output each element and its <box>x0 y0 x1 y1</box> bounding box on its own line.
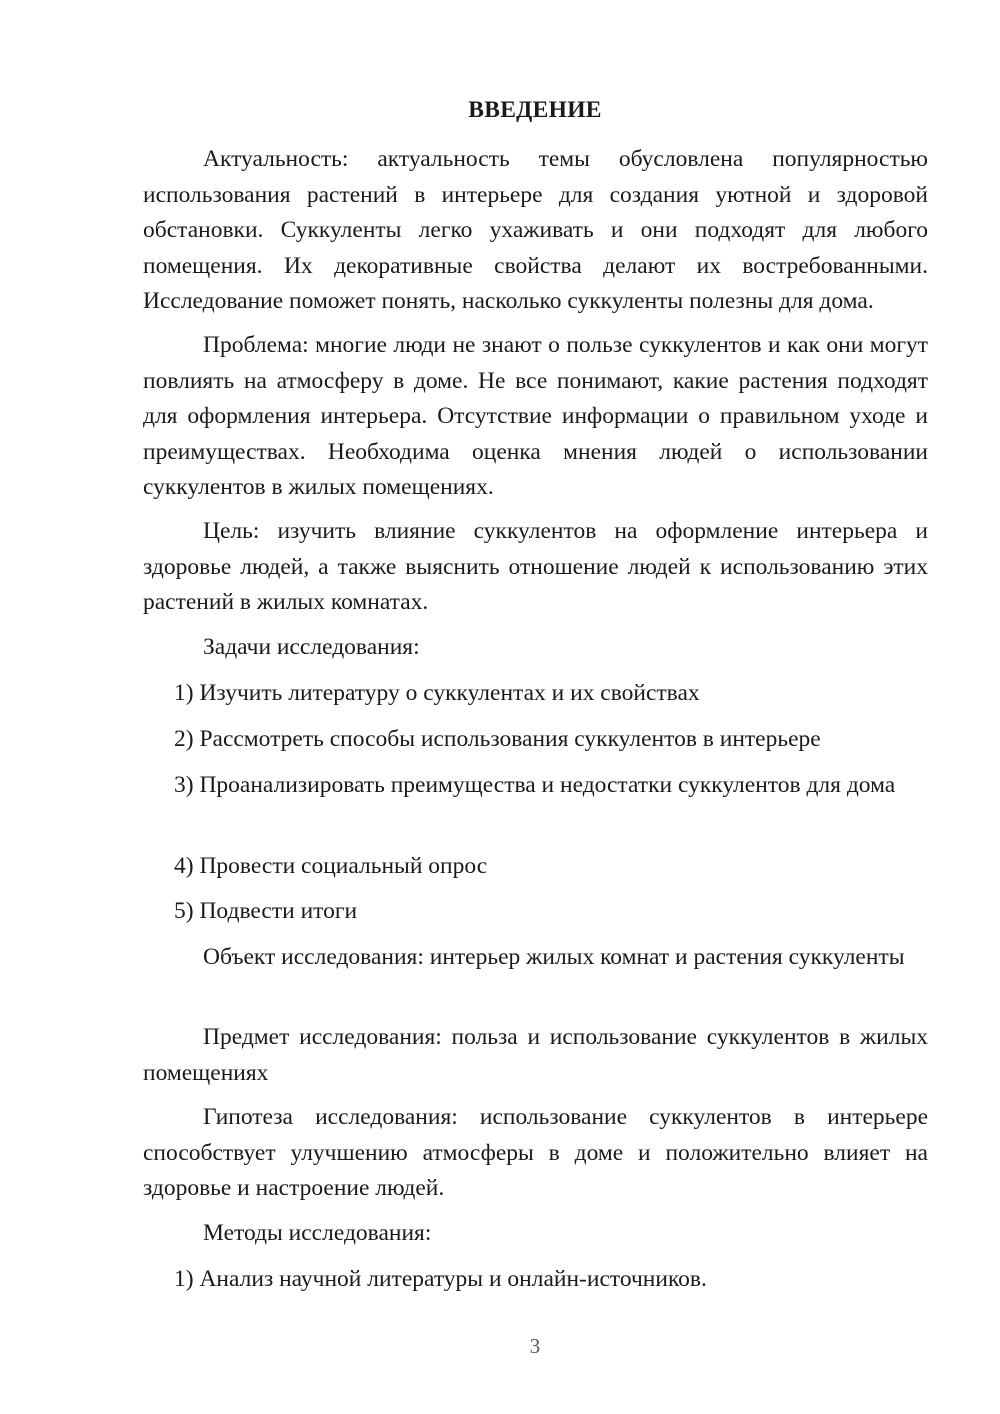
paragraph-problem: Проблема: многие люди не знают о пользе суккулентов и как они могут повлиять на атмосферу в доме. Не все понимают, какие растения подходят для оформления интерьера. Отсутствие информации о правильном уходе и преимуществах. Необходима оценка мнения людей о использовании суккулентов в жилых помещениях. <box>143 332 928 500</box>
paragraph-goal: Цель: изучить влияние суккулентов на оформление интерьера и здоровье людей, а также выяснить отношение людей к использованию этих растений в жилых комнатах. <box>143 518 928 615</box>
paragraph-subject: Предмет исследования: польза и использование суккулентов в жилых помещениях <box>143 1024 928 1086</box>
methods-heading: Методы исследования: <box>203 1220 432 1246</box>
task-item-4: 4) Провести социальный опрос <box>174 853 488 879</box>
tasks-heading: Задачи исследования: <box>203 634 420 660</box>
task-item-2: 2) Рассмотреть способы использования суккулентов в интерьере <box>174 726 821 752</box>
page-title: ВВЕДЕНИЕ <box>468 97 602 123</box>
method-item-1: 1) Анализ научной литературы и онлайн-источников. <box>174 1266 707 1292</box>
task-item-5: 5) Подвести итоги <box>174 898 358 924</box>
page-number: 3 <box>529 1334 541 1358</box>
paragraph-hypothesis: Гипотеза исследования: использование суккулентов в интерьере способствует улучшению атмосферы в доме и положительно влияет на здоровье и настроение людей. <box>143 1104 928 1201</box>
paragraph-object: Объект исследования: интерьер жилых комнат и растения суккуленты <box>203 944 905 970</box>
task-item-1: 1) Изучить литературу о суккулентах и их свойствах <box>174 680 700 706</box>
task-item-3: 3) Проанализировать преимущества и недостатки суккулентов для дома <box>174 772 896 798</box>
paragraph-relevance: Актуальность: актуальность темы обусловлена популярностью использования растений в интерьере для создания уютной и здоровой обстановки. Суккуленты легко ухаживать и они подходят для любого помещения. Их декоративные свойства делают их востребованными. Исследование поможет понять, насколько суккуленты полезны для дома. <box>143 146 928 314</box>
